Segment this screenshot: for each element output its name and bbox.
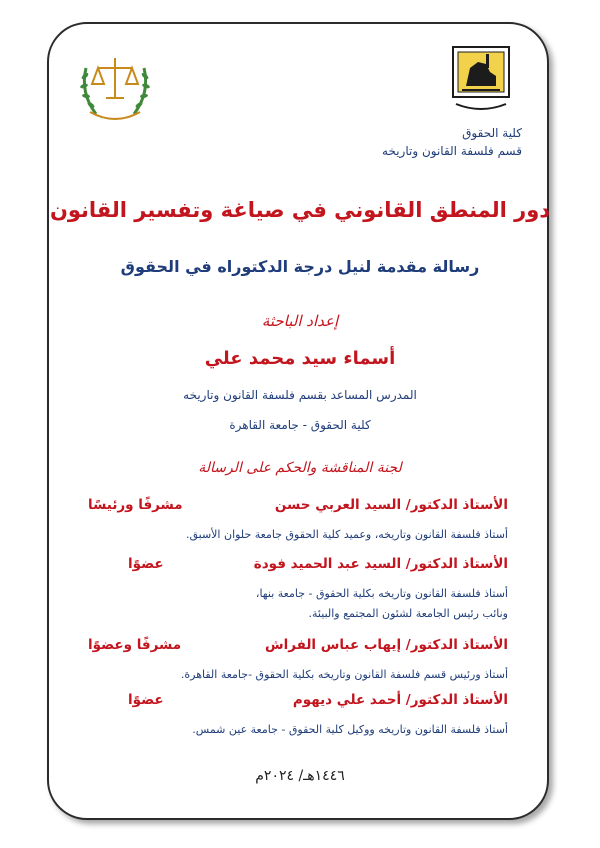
prepared-by-label: إعداد الباحثة: [261, 312, 339, 330]
member-name: الأستاذ الدكتور/ السيد عبد الحميد فودة: [253, 556, 508, 572]
member-description: [256, 584, 508, 624]
committee-member: [88, 692, 508, 742]
faculty-name: كلية الحقوق: [462, 126, 522, 140]
cairo-university-logo: [452, 46, 510, 114]
committee-member: [88, 497, 508, 547]
member-name: الأستاذ الدكتور/ إيهاب عباس الفراش: [264, 637, 508, 653]
date: ١٤٤٦هـ/ ٢٠٢٤م: [255, 768, 345, 784]
thesis-title: دور المنطق القانوني في صياغة وتفسير القانون: [49, 198, 551, 222]
member-role: عضوًا: [128, 556, 164, 572]
member-name: الأستاذ الدكتور/ أحمد علي ديهوم: [292, 692, 508, 708]
researcher-name: أسماء سيد محمد علي: [204, 348, 396, 369]
member-role: مشرفًا ورئيسًا: [88, 497, 183, 513]
member-name: الأستاذ الدكتور/ السيد العربي حسن: [274, 497, 508, 513]
researcher-position: المدرس المساعد بقسم فلسفة القانون وتاريخه: [183, 388, 417, 402]
committee-label: لجنة المناقشة والحكم على الرسالة: [198, 460, 402, 476]
member-description-line: أستاذ فلسفة القانون وتاريخه بكلية الحقوق - جامعة بنها،: [255, 587, 508, 600]
faculty-of-law-logo: [76, 48, 154, 128]
member-role: عضوًا: [128, 692, 164, 708]
thesis-subtitle: رسالة مقدمة لنيل درجة الدكتوراه في الحقوق: [120, 257, 480, 276]
member-description: أستاذ فلسفة القانون وتاريخه، وعميد كلية الحقوق جامعة حلوان الأسبق.: [185, 528, 508, 541]
department-name: قسم فلسفة القانون وتاريخه: [382, 144, 522, 158]
member-description: أستاذ ورئيس قسم فلسفة القانون وتاريخه بكلية الحقوق -جامعة القاهرة.: [180, 668, 508, 681]
committee-member: [88, 637, 508, 687]
member-description: أستاذ فلسفة القانون وتاريخه ووكيل كلية الحقوق - جامعة عين شمس.: [192, 723, 508, 736]
faculty-block: [382, 124, 522, 160]
member-description-line: ونائب رئيس الجامعة لشئون المجتمع والبيئة.: [308, 607, 508, 620]
researcher-affiliation: كلية الحقوق - جامعة القاهرة: [229, 418, 371, 432]
member-role: مشرفًا وعضوًا: [88, 637, 182, 653]
committee-member: [88, 556, 508, 626]
